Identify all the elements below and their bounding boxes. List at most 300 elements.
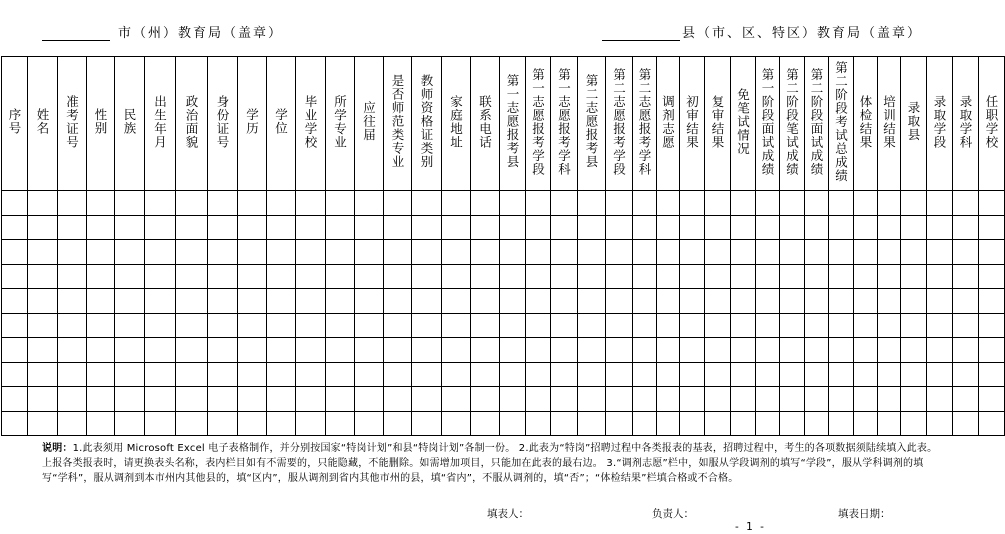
table-cell[interactable] <box>355 215 384 240</box>
table-cell[interactable] <box>145 215 176 240</box>
table-cell[interactable] <box>680 264 705 289</box>
table-cell[interactable] <box>208 240 238 265</box>
table-cell[interactable] <box>705 387 731 412</box>
table-cell[interactable] <box>500 264 526 289</box>
table-cell[interactable] <box>854 264 878 289</box>
table-cell[interactable] <box>115 313 145 338</box>
table-cell[interactable] <box>296 411 326 436</box>
table-cell[interactable] <box>176 264 208 289</box>
table-cell[interactable] <box>927 289 953 314</box>
table-cell[interactable] <box>805 387 829 412</box>
table-cell[interactable] <box>176 338 208 363</box>
table-cell[interactable] <box>731 264 756 289</box>
table-cell[interactable] <box>927 362 953 387</box>
table-cell[interactable] <box>854 313 878 338</box>
table-cell[interactable] <box>578 387 606 412</box>
table-cell[interactable] <box>500 240 526 265</box>
table-cell[interactable] <box>471 411 500 436</box>
table-cell[interactable] <box>500 215 526 240</box>
table-cell[interactable] <box>551 338 578 363</box>
table-cell[interactable] <box>756 338 780 363</box>
table-cell[interactable] <box>267 338 296 363</box>
table-cell[interactable] <box>526 289 551 314</box>
table-cell[interactable] <box>58 191 87 216</box>
table-cell[interactable] <box>927 313 953 338</box>
table-cell[interactable] <box>526 338 551 363</box>
table-cell[interactable] <box>526 387 551 412</box>
table-cell[interactable] <box>384 387 412 412</box>
table-cell[interactable] <box>412 411 442 436</box>
table-cell[interactable] <box>780 313 805 338</box>
table-cell[interactable] <box>355 411 384 436</box>
table-cell[interactable] <box>471 240 500 265</box>
table-cell[interactable] <box>442 362 471 387</box>
table-cell[interactable] <box>606 289 633 314</box>
table-cell[interactable] <box>355 240 384 265</box>
table-cell[interactable] <box>756 313 780 338</box>
table-cell[interactable] <box>28 191 58 216</box>
table-cell[interactable] <box>657 191 680 216</box>
table-cell[interactable] <box>979 313 1005 338</box>
table-cell[interactable] <box>780 289 805 314</box>
table-cell[interactable] <box>326 362 355 387</box>
table-cell[interactable] <box>878 338 901 363</box>
table-cell[interactable] <box>705 338 731 363</box>
table-cell[interactable] <box>471 264 500 289</box>
table-cell[interactable] <box>657 289 680 314</box>
table-cell[interactable] <box>854 411 878 436</box>
table-cell[interactable] <box>87 362 115 387</box>
table-cell[interactable] <box>901 215 927 240</box>
table-cell[interactable] <box>878 387 901 412</box>
table-cell[interactable] <box>412 338 442 363</box>
table-cell[interactable] <box>731 240 756 265</box>
table-cell[interactable] <box>442 289 471 314</box>
table-cell[interactable] <box>296 240 326 265</box>
table-cell[interactable] <box>2 191 28 216</box>
table-cell[interactable] <box>927 411 953 436</box>
table-cell[interactable] <box>115 338 145 363</box>
county-name-blank[interactable] <box>602 26 680 41</box>
table-cell[interactable] <box>296 387 326 412</box>
table-cell[interactable] <box>412 313 442 338</box>
table-cell[interactable] <box>756 264 780 289</box>
table-cell[interactable] <box>267 313 296 338</box>
table-cell[interactable] <box>115 191 145 216</box>
table-cell[interactable] <box>355 264 384 289</box>
table-cell[interactable] <box>355 387 384 412</box>
table-cell[interactable] <box>953 264 979 289</box>
table-cell[interactable] <box>705 240 731 265</box>
table-cell[interactable] <box>657 264 680 289</box>
table-cell[interactable] <box>606 362 633 387</box>
table-cell[interactable] <box>208 338 238 363</box>
table-cell[interactable] <box>267 411 296 436</box>
table-cell[interactable] <box>58 387 87 412</box>
table-cell[interactable] <box>412 289 442 314</box>
table-cell[interactable] <box>780 264 805 289</box>
table-cell[interactable] <box>500 289 526 314</box>
table-cell[interactable] <box>28 264 58 289</box>
table-cell[interactable] <box>2 411 28 436</box>
table-cell[interactable] <box>87 264 115 289</box>
table-cell[interactable] <box>526 240 551 265</box>
table-cell[interactable] <box>58 289 87 314</box>
table-cell[interactable] <box>176 215 208 240</box>
table-cell[interactable] <box>58 313 87 338</box>
table-cell[interactable] <box>145 240 176 265</box>
table-cell[interactable] <box>28 387 58 412</box>
table-cell[interactable] <box>854 191 878 216</box>
table-cell[interactable] <box>412 191 442 216</box>
table-cell[interactable] <box>578 289 606 314</box>
table-cell[interactable] <box>829 387 854 412</box>
table-cell[interactable] <box>526 362 551 387</box>
table-cell[interactable] <box>145 387 176 412</box>
table-cell[interactable] <box>551 411 578 436</box>
table-cell[interactable] <box>355 362 384 387</box>
table-cell[interactable] <box>176 362 208 387</box>
table-cell[interactable] <box>551 264 578 289</box>
table-cell[interactable] <box>854 289 878 314</box>
table-cell[interactable] <box>58 215 87 240</box>
table-cell[interactable] <box>633 387 657 412</box>
table-cell[interactable] <box>115 215 145 240</box>
table-cell[interactable] <box>326 191 355 216</box>
table-cell[interactable] <box>780 387 805 412</box>
table-cell[interactable] <box>780 411 805 436</box>
table-cell[interactable] <box>500 387 526 412</box>
table-cell[interactable] <box>633 289 657 314</box>
table-cell[interactable] <box>326 264 355 289</box>
table-cell[interactable] <box>176 191 208 216</box>
table-cell[interactable] <box>58 338 87 363</box>
table-cell[interactable] <box>208 362 238 387</box>
table-cell[interactable] <box>2 215 28 240</box>
table-cell[interactable] <box>657 313 680 338</box>
table-cell[interactable] <box>208 387 238 412</box>
table-cell[interactable] <box>296 215 326 240</box>
table-cell[interactable] <box>854 362 878 387</box>
table-cell[interactable] <box>606 264 633 289</box>
table-cell[interactable] <box>115 289 145 314</box>
table-cell[interactable] <box>829 264 854 289</box>
table-cell[interactable] <box>115 387 145 412</box>
table-cell[interactable] <box>901 313 927 338</box>
table-cell[interactable] <box>176 313 208 338</box>
table-cell[interactable] <box>176 289 208 314</box>
table-cell[interactable] <box>208 191 238 216</box>
table-cell[interactable] <box>267 215 296 240</box>
table-cell[interactable] <box>878 313 901 338</box>
table-cell[interactable] <box>829 191 854 216</box>
table-cell[interactable] <box>326 215 355 240</box>
table-cell[interactable] <box>208 411 238 436</box>
table-cell[interactable] <box>578 191 606 216</box>
table-cell[interactable] <box>901 338 927 363</box>
table-cell[interactable] <box>442 411 471 436</box>
table-cell[interactable] <box>471 191 500 216</box>
table-cell[interactable] <box>878 191 901 216</box>
table-cell[interactable] <box>326 387 355 412</box>
table-cell[interactable] <box>953 387 979 412</box>
table-cell[interactable] <box>805 313 829 338</box>
table-cell[interactable] <box>2 387 28 412</box>
table-cell[interactable] <box>326 338 355 363</box>
table-cell[interactable] <box>633 191 657 216</box>
table-cell[interactable] <box>326 289 355 314</box>
table-cell[interactable] <box>326 313 355 338</box>
table-cell[interactable] <box>471 313 500 338</box>
table-cell[interactable] <box>412 362 442 387</box>
table-cell[interactable] <box>633 264 657 289</box>
table-cell[interactable] <box>28 240 58 265</box>
table-cell[interactable] <box>829 362 854 387</box>
table-cell[interactable] <box>606 215 633 240</box>
table-cell[interactable] <box>657 338 680 363</box>
table-cell[interactable] <box>927 338 953 363</box>
table-cell[interactable] <box>633 215 657 240</box>
table-cell[interactable] <box>979 264 1005 289</box>
table-cell[interactable] <box>953 215 979 240</box>
table-cell[interactable] <box>578 240 606 265</box>
table-cell[interactable] <box>384 240 412 265</box>
table-cell[interactable] <box>238 191 267 216</box>
table-cell[interactable] <box>705 411 731 436</box>
table-cell[interactable] <box>705 191 731 216</box>
table-cell[interactable] <box>578 264 606 289</box>
table-cell[interactable] <box>953 240 979 265</box>
table-cell[interactable] <box>412 240 442 265</box>
table-cell[interactable] <box>2 289 28 314</box>
table-cell[interactable] <box>267 362 296 387</box>
table-cell[interactable] <box>657 215 680 240</box>
table-cell[interactable] <box>355 289 384 314</box>
table-cell[interactable] <box>756 215 780 240</box>
table-cell[interactable] <box>731 191 756 216</box>
table-cell[interactable] <box>953 362 979 387</box>
table-cell[interactable] <box>705 289 731 314</box>
table-cell[interactable] <box>606 240 633 265</box>
table-cell[interactable] <box>979 240 1005 265</box>
table-cell[interactable] <box>680 338 705 363</box>
table-cell[interactable] <box>238 387 267 412</box>
table-cell[interactable] <box>267 240 296 265</box>
table-cell[interactable] <box>238 338 267 363</box>
table-cell[interactable] <box>657 411 680 436</box>
table-cell[interactable] <box>208 313 238 338</box>
table-cell[interactable] <box>145 264 176 289</box>
table-cell[interactable] <box>805 338 829 363</box>
table-cell[interactable] <box>442 338 471 363</box>
table-cell[interactable] <box>28 313 58 338</box>
table-cell[interactable] <box>854 240 878 265</box>
table-cell[interactable] <box>756 191 780 216</box>
table-cell[interactable] <box>901 387 927 412</box>
table-cell[interactable] <box>878 411 901 436</box>
table-cell[interactable] <box>2 240 28 265</box>
table-cell[interactable] <box>238 215 267 240</box>
table-cell[interactable] <box>145 289 176 314</box>
table-cell[interactable] <box>355 338 384 363</box>
table-cell[interactable] <box>805 215 829 240</box>
table-cell[interactable] <box>680 289 705 314</box>
table-cell[interactable] <box>384 313 412 338</box>
table-cell[interactable] <box>805 289 829 314</box>
table-cell[interactable] <box>58 411 87 436</box>
table-cell[interactable] <box>296 362 326 387</box>
table-cell[interactable] <box>551 240 578 265</box>
table-cell[interactable] <box>633 338 657 363</box>
table-cell[interactable] <box>526 313 551 338</box>
table-cell[interactable] <box>633 362 657 387</box>
table-cell[interactable] <box>296 313 326 338</box>
table-cell[interactable] <box>901 411 927 436</box>
table-cell[interactable] <box>58 264 87 289</box>
table-cell[interactable] <box>551 289 578 314</box>
table-cell[interactable] <box>979 289 1005 314</box>
table-cell[interactable] <box>326 411 355 436</box>
table-cell[interactable] <box>384 289 412 314</box>
table-cell[interactable] <box>238 264 267 289</box>
table-cell[interactable] <box>296 289 326 314</box>
table-cell[interactable] <box>115 240 145 265</box>
table-cell[interactable] <box>901 362 927 387</box>
table-cell[interactable] <box>705 215 731 240</box>
table-cell[interactable] <box>500 313 526 338</box>
table-cell[interactable] <box>87 411 115 436</box>
table-cell[interactable] <box>384 411 412 436</box>
table-cell[interactable] <box>901 191 927 216</box>
table-cell[interactable] <box>28 338 58 363</box>
table-cell[interactable] <box>680 215 705 240</box>
table-cell[interactable] <box>854 338 878 363</box>
table-cell[interactable] <box>384 362 412 387</box>
table-cell[interactable] <box>578 362 606 387</box>
table-cell[interactable] <box>805 362 829 387</box>
table-cell[interactable] <box>442 191 471 216</box>
table-cell[interactable] <box>296 264 326 289</box>
table-cell[interactable] <box>780 215 805 240</box>
table-cell[interactable] <box>87 387 115 412</box>
table-cell[interactable] <box>878 264 901 289</box>
table-cell[interactable] <box>28 411 58 436</box>
table-cell[interactable] <box>606 191 633 216</box>
table-cell[interactable] <box>442 240 471 265</box>
table-cell[interactable] <box>979 338 1005 363</box>
table-cell[interactable] <box>953 411 979 436</box>
table-cell[interactable] <box>854 387 878 412</box>
table-cell[interactable] <box>208 264 238 289</box>
table-cell[interactable] <box>680 313 705 338</box>
table-cell[interactable] <box>2 313 28 338</box>
table-cell[interactable] <box>657 362 680 387</box>
table-cell[interactable] <box>680 240 705 265</box>
table-cell[interactable] <box>829 411 854 436</box>
table-cell[interactable] <box>267 264 296 289</box>
table-cell[interactable] <box>953 191 979 216</box>
table-cell[interactable] <box>606 387 633 412</box>
table-cell[interactable] <box>780 240 805 265</box>
table-cell[interactable] <box>87 338 115 363</box>
table-cell[interactable] <box>731 289 756 314</box>
table-cell[interactable] <box>805 264 829 289</box>
table-cell[interactable] <box>901 289 927 314</box>
table-cell[interactable] <box>28 289 58 314</box>
table-cell[interactable] <box>28 362 58 387</box>
table-cell[interactable] <box>551 191 578 216</box>
table-cell[interactable] <box>680 411 705 436</box>
table-cell[interactable] <box>87 240 115 265</box>
table-cell[interactable] <box>238 411 267 436</box>
table-cell[interactable] <box>901 240 927 265</box>
table-cell[interactable] <box>355 191 384 216</box>
table-cell[interactable] <box>384 338 412 363</box>
table-cell[interactable] <box>578 411 606 436</box>
table-cell[interactable] <box>780 362 805 387</box>
table-cell[interactable] <box>953 313 979 338</box>
table-cell[interactable] <box>412 264 442 289</box>
table-cell[interactable] <box>500 362 526 387</box>
table-cell[interactable] <box>115 362 145 387</box>
table-cell[interactable] <box>412 215 442 240</box>
table-cell[interactable] <box>829 313 854 338</box>
table-cell[interactable] <box>471 362 500 387</box>
table-cell[interactable] <box>878 289 901 314</box>
table-cell[interactable] <box>829 215 854 240</box>
table-cell[interactable] <box>680 191 705 216</box>
table-cell[interactable] <box>979 411 1005 436</box>
table-cell[interactable] <box>680 387 705 412</box>
table-cell[interactable] <box>551 313 578 338</box>
table-cell[interactable] <box>927 387 953 412</box>
table-cell[interactable] <box>578 215 606 240</box>
table-cell[interactable] <box>979 362 1005 387</box>
table-cell[interactable] <box>731 362 756 387</box>
table-cell[interactable] <box>384 215 412 240</box>
table-cell[interactable] <box>731 215 756 240</box>
table-cell[interactable] <box>58 362 87 387</box>
table-cell[interactable] <box>355 313 384 338</box>
table-cell[interactable] <box>87 289 115 314</box>
table-cell[interactable] <box>927 215 953 240</box>
table-cell[interactable] <box>267 191 296 216</box>
table-cell[interactable] <box>145 411 176 436</box>
table-cell[interactable] <box>606 411 633 436</box>
table-cell[interactable] <box>442 387 471 412</box>
table-cell[interactable] <box>927 191 953 216</box>
table-cell[interactable] <box>145 338 176 363</box>
table-cell[interactable] <box>805 411 829 436</box>
table-cell[interactable] <box>756 411 780 436</box>
table-cell[interactable] <box>384 191 412 216</box>
table-cell[interactable] <box>953 338 979 363</box>
table-cell[interactable] <box>780 338 805 363</box>
table-cell[interactable] <box>633 313 657 338</box>
table-cell[interactable] <box>384 264 412 289</box>
table-cell[interactable] <box>705 313 731 338</box>
table-cell[interactable] <box>471 338 500 363</box>
table-cell[interactable] <box>551 215 578 240</box>
table-cell[interactable] <box>878 362 901 387</box>
table-cell[interactable] <box>267 387 296 412</box>
table-cell[interactable] <box>526 191 551 216</box>
table-cell[interactable] <box>680 362 705 387</box>
table-cell[interactable] <box>551 387 578 412</box>
table-cell[interactable] <box>412 387 442 412</box>
table-cell[interactable] <box>829 240 854 265</box>
table-cell[interactable] <box>115 264 145 289</box>
